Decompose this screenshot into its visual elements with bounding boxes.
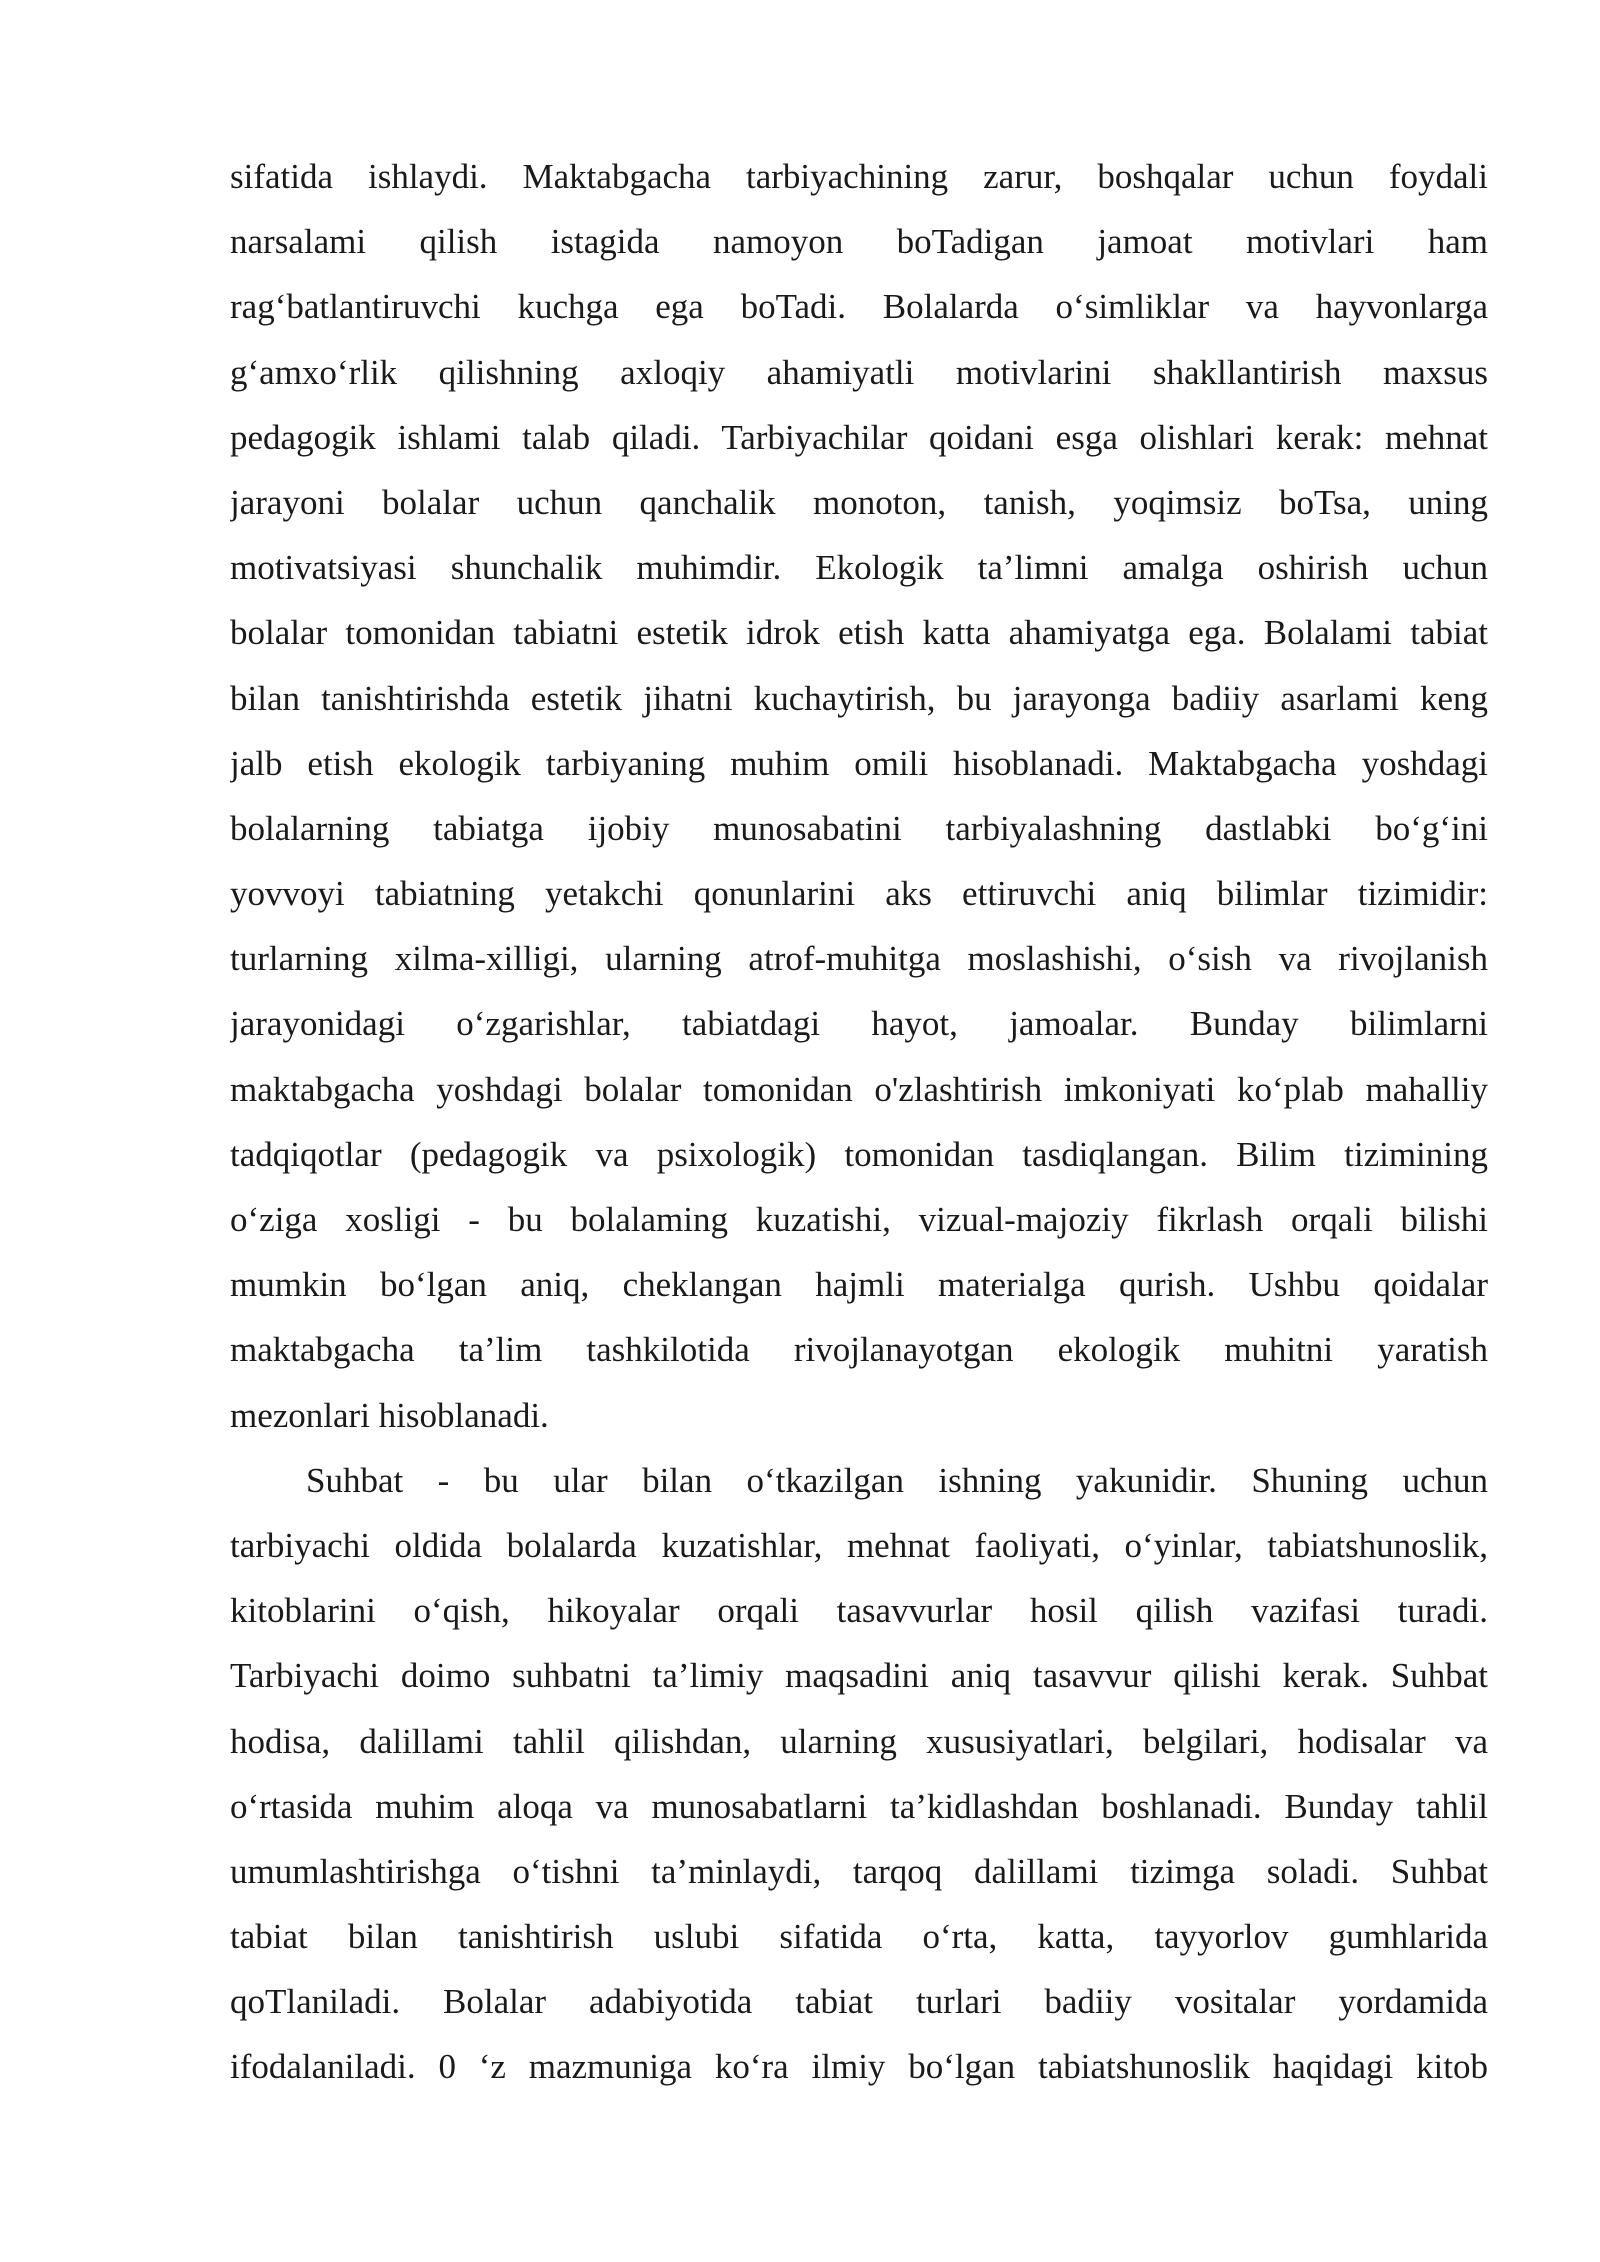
text-line: narsalami qilish istagida namoyon boTadigan jamoat motivlari ham <box>230 222 1488 262</box>
text-line: jalb etish ekologik tarbiyaning muhim omili hisoblanadi. Maktabgacha yoshdagi <box>230 743 1488 783</box>
text-line: kitoblarini o‘qish, hikoyalar orqali tasavvurlar hosil qilish vazifasi turadi. <box>230 1591 1488 1631</box>
text-line: ifodalaniladi. 0 ‘z mazmuniga ko‘ra ilmiy bo‘lgan tabiatshunoslik haqidagi kitob <box>230 2047 1488 2087</box>
text-line: tabiat bilan tanishtirish uslubi sifatida o‘rta, katta, tayyorlov gumhlarida <box>230 1917 1488 1957</box>
body-text <box>230 144 1488 2100</box>
paragraph-1 <box>230 144 1488 1448</box>
text-line: maktabgacha ta’lim tashkilotida rivojlanayotgan ekologik muhitni yaratish <box>230 1330 1488 1370</box>
text-line: bolalarning tabiatga ijobiy munosabatini tarbiyalashning dastlabki bo‘g‘ini <box>230 808 1488 848</box>
text-line: bilan tanishtirishda estetik jihatni kuchaytirish, bu jarayonga badiiy asarlami keng <box>230 678 1488 718</box>
text-line: qoTlaniladi. Bolalar adabiyotida tabiat turlari badiiy vositalar yordamida <box>230 1982 1488 2022</box>
text-line: rag‘batlantiruvchi kuchga ega boTadi. Bolalarda o‘simliklar va hayvonlarga <box>230 287 1488 327</box>
text-line: tarbiyachi oldida bolalarda kuzatishlar, mehnat faoliyati, o‘yinlar, tabiatshunoslik, <box>230 1525 1488 1565</box>
text-line: hodisa, dalillami tahlil qilishdan, ularning xususiyatlari, belgilari, hodisalar va <box>230 1721 1488 1761</box>
text-line: motivatsiyasi shunchalik muhimdir. Ekologik ta’limni amalga oshirish uchun <box>230 548 1488 588</box>
text-line: pedagogik ishlami talab qiladi. Tarbiyachilar qoidani esga olishlari kerak: mehnat <box>230 417 1488 457</box>
text-line: Tarbiyachi doimo suhbatni ta’limiy maqsadini aniq tasavvur qilishi kerak. Suhbat <box>230 1656 1488 1696</box>
text-line: maktabgacha yoshdagi bolalar tomonidan o'zlashtirish imkoniyati ko‘plab mahalliy <box>230 1069 1488 1109</box>
text-line: g‘amxo‘rlik qilishning axloqiy ahamiyatli motivlarini shakllantirish maxsus <box>230 352 1488 392</box>
text-line: bolalar tomonidan tabiatni estetik idrok etish katta ahamiyatga ega. Bolalami tabiat <box>230 613 1488 653</box>
text-line: mumkin bo‘lgan aniq, cheklangan hajmli materialga qurish. Ushbu qoidalar <box>230 1265 1488 1305</box>
text-line: tadqiqotlar (pedagogik va psixologik) tomonidan tasdiqlangan. Bilim tizimining <box>230 1134 1488 1174</box>
text-line: Suhbat - bu ular bilan o‘tkazilgan ishning yakunidir. Shuning uchun <box>306 1460 1488 1500</box>
text-line: jarayonidagi o‘zgarishlar, tabiatdagi hayot, jamoalar. Bunday bilimlarni <box>230 1004 1488 1044</box>
paragraph-2 <box>230 1448 1488 2100</box>
text-line: umumlashtirishga o‘tishni ta’minlaydi, tarqoq dalillami tizimga soladi. Suhbat <box>230 1851 1488 1891</box>
text-line: o‘ziga xosligi - bu bolalaming kuzatishi, vizual-majoziy fikrlash orqali bilishi <box>230 1200 1488 1239</box>
text-line: o‘rtasida muhim aloqa va munosabatlarni ta’kidlashdan boshlanadi. Bunday tahlil <box>230 1786 1488 1826</box>
text-line: mezonlari hisoblanadi. <box>230 1395 549 1435</box>
text-line: jarayoni bolalar uchun qanchalik monoton, tanish, yoqimsiz boTsa, uning <box>230 482 1488 522</box>
text-line: yovvoyi tabiatning yetakchi qonunlarini aks ettiruvchi aniq bilimlar tizimidir: <box>230 874 1488 914</box>
text-line: sifatida ishlaydi. Maktabgacha tarbiyachining zarur, boshqalar uchun foydali <box>230 157 1488 196</box>
text-line: turlarning xilma-xilligi, ularning atrof-muhitga moslashishi, o‘sish va rivojlanish <box>230 939 1488 979</box>
